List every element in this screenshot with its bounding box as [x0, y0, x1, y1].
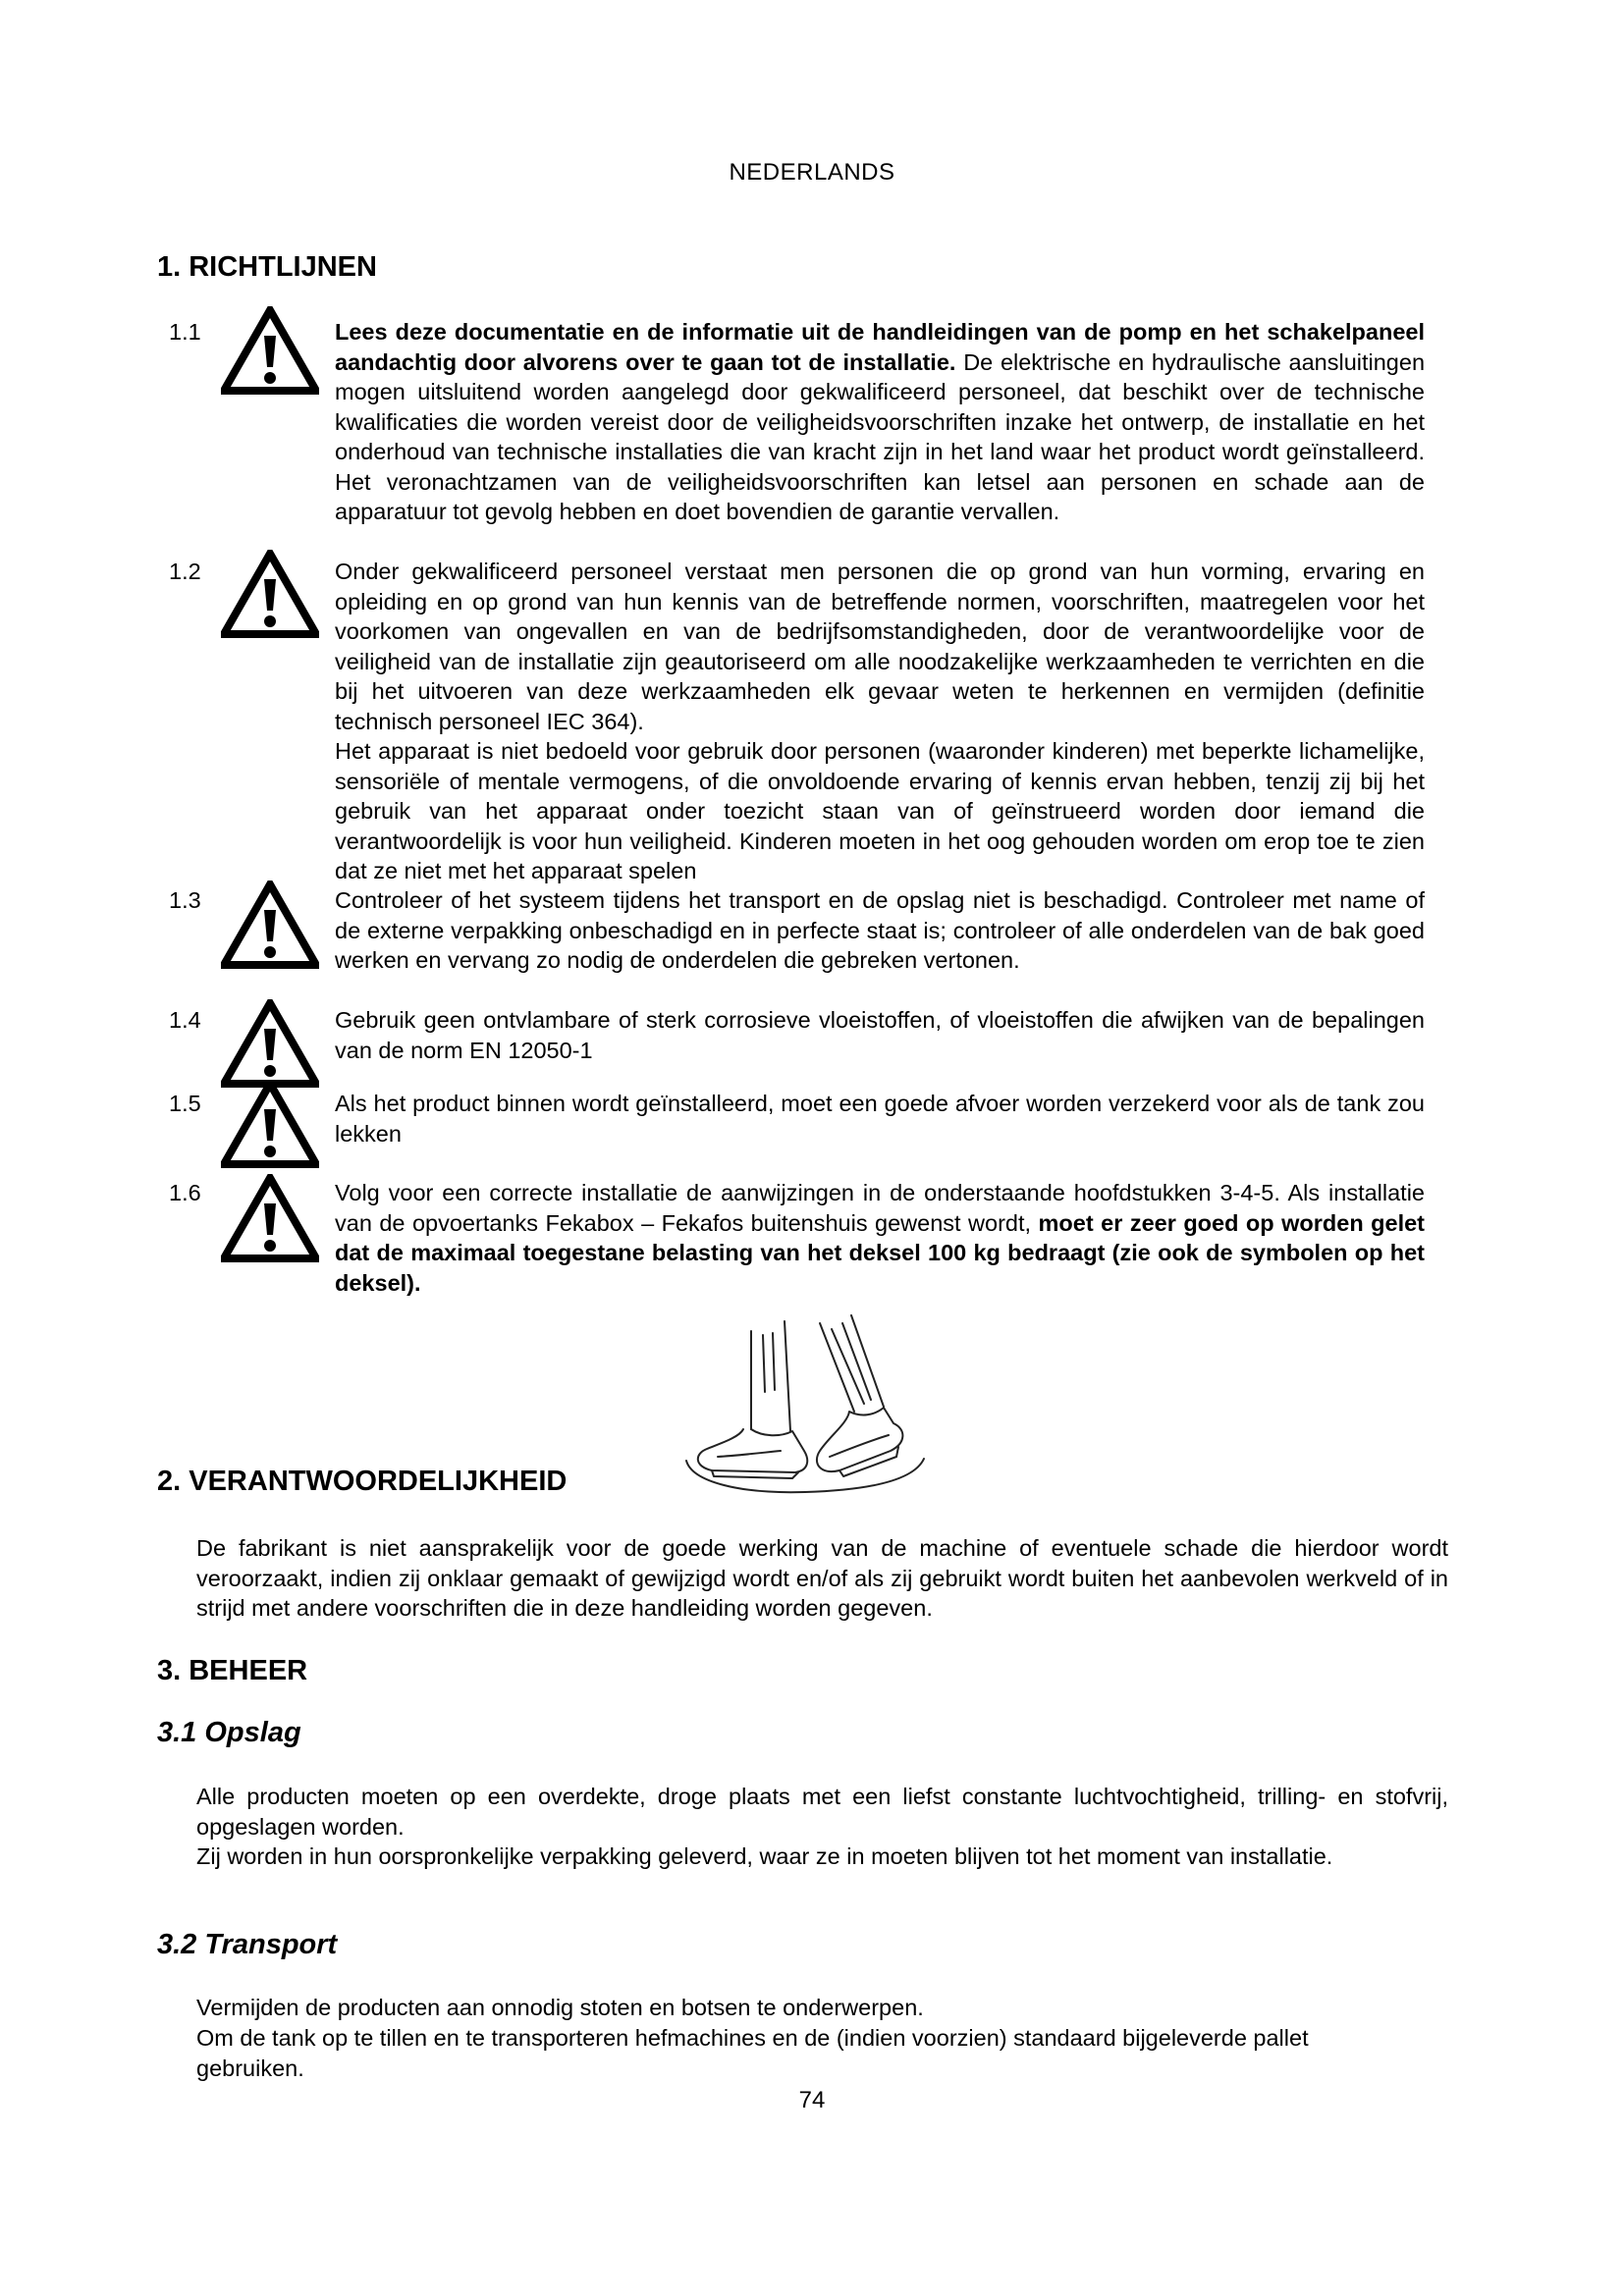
- item-1-1-text: [335, 317, 1425, 527]
- language-header: NEDERLANDS: [729, 159, 895, 186]
- section-3-1-text-2: Zij worden in hun oorspronkelijke verpakking geleverd, waar ze in moeten blijven tot het moment van installatie.: [196, 1843, 1333, 1869]
- item-1-5-text: Als het product binnen wordt geïnstalleerd, moet een goede afvoer worden verzekerd voor als de tank zou lekken: [335, 1091, 1425, 1147]
- item-number: 1.3: [169, 887, 201, 913]
- item-1-2-text-2: Het apparaat is niet bedoeld voor gebruik door personen (waaronder kinderen) met beperkte lichamelijke, sensoriële of mentale vermogens, of die onvoldoende ervaring of kennis ervan hebben, tenzij zij bij het gebruik van het apparaat onder toezicht staan van of geïnstrueerd worden door iemand die verantwoordelijk is voor hun veiligheid. Kinderen moeten in het oog gehouden worden om erop toe te zien dat ze niet met het apparaat spelen: [335, 738, 1425, 883]
- item-1-4-text: Gebruik geen ontvlambare of sterk corrosieve vloeistoffen, of vloeistoffen die afwijken van de bepalingen van de norm EN 12050-1: [335, 1007, 1425, 1063]
- section-3-1-text-1: Alle producten moeten op een overdekte, droge plaats met een liefst constante luchtvochtigheid, trilling- en stofvrij, opgeslagen worden.: [196, 1784, 1448, 1840]
- section-2-text: De fabrikant is niet aansprakelijk voor de goede werking van de machine of eventuele schade die hierdoor wordt veroorzaakt, indien zij onklaar gemaakt of gewijzigd wordt en/of als zij gebruikt wordt buiten het aanbevolen werkveld of in strijd met andere voorschriften die in deze handleiding worden gegeven.: [196, 1535, 1448, 1621]
- section-3-title: 3. BEHEER: [157, 1655, 308, 1686]
- section-1-title: 1. RICHTLIJNEN: [157, 251, 377, 283]
- section-3-2-title: 3.2 Transport: [157, 1929, 338, 1960]
- item-1-1-body: De elektrische en hydraulische aansluitingen mogen uitsluitend worden aangelegd door gekwalificeerd personeel, dat beschikt over de technische kwalificaties die worden vereist door de veiligheidsvoorschriften inzake het ontwerp, de installatie en het onderhoud van technische installaties die van kracht zijn in het land waar het product wordt geïnstalleerd. Het veronachtzamen van de veiligheidsvoorschriften kan letsel aan personen en schade aan de apparatuur tot gevolg hebben en doet bovendien de garantie vervallen.: [335, 348, 1426, 524]
- item-1-6-bold: moet er zeer goed op worden gelet dat de maximaal toegestane belasting van het deksel 100 kg bedraagt (zie ook de symbolen op het deksel).: [335, 1209, 1425, 1296]
- item-number: 1.4: [169, 1007, 201, 1033]
- warning-triangle-icon: [221, 1174, 319, 1262]
- feet-on-lid-illustration: [682, 1313, 928, 1495]
- section-3-2-text-1: Vermijden de producten aan onnodig stoten en botsen te onderwerpen.: [196, 1995, 924, 2020]
- warning-triangle-icon: [221, 1080, 319, 1168]
- item-number: 1.5: [169, 1091, 201, 1116]
- warning-triangle-icon: [221, 881, 319, 969]
- item-1-6-text: [335, 1178, 1425, 1298]
- warning-triangle-icon: [221, 550, 319, 638]
- section-2-title: 2. VERANTWOORDELIJKHEID: [157, 1466, 568, 1497]
- page-number: 74: [798, 2087, 826, 2113]
- item-1-6-body: Volg voor een correcte installatie de aanwijzingen in de onderstaande hoofdstukken 3-4-5. Als installatie van de opvoertanks Fekabox – Fekafos buitenshuis gewenst wordt,: [335, 1180, 1425, 1236]
- item-number: 1.1: [169, 319, 201, 345]
- item-1-3-text: Controleer of het systeem tijdens het transport en de opslag niet is beschadigd. Controleer met name of de externe verpakking onbeschadigd en in perfecte staat is; controleer of alle onderdelen van de bak goed werken en vervang zo nodig de onderdelen die gebreken vertonen.: [335, 887, 1425, 973]
- warning-triangle-icon: [221, 999, 319, 1088]
- item-number: 1.2: [169, 559, 201, 584]
- section-3-2-text-2: Om de tank op te tillen en te transporteren hefmachines en de (indien voorzien) standaard bijgeleverde pallet gebruiken.: [196, 2025, 1309, 2081]
- item-number: 1.6: [169, 1180, 201, 1205]
- warning-triangle-icon: [221, 306, 319, 395]
- section-3-1-title: 3.1 Opslag: [157, 1717, 301, 1748]
- item-1-1-bold: Lees deze documentatie en de informatie uit de handleidingen van de pomp en het schakelpaneel aandachtig door alvorens over te gaan tot de installatie.: [335, 319, 1425, 375]
- item-1-2-text: Onder gekwalificeerd personeel verstaat men personen die op grond van hun vorming, ervaring en opleiding en op grond van hun kennis van de betreffende normen, voorschriften, maatregelen voor het voorkomen van ongevallen en van de bedrijfsomstandigheden, door de verantwoordelijke voor de veiligheid van de installatie zijn geautoriseerd om alle noodzakelijke werkzaamheden te verrichten en die bij het uitvoeren van deze werkzaamheden elk gevaar weten te herkennen en vermijden (definitie technisch personeel IEC 364).: [335, 559, 1425, 734]
